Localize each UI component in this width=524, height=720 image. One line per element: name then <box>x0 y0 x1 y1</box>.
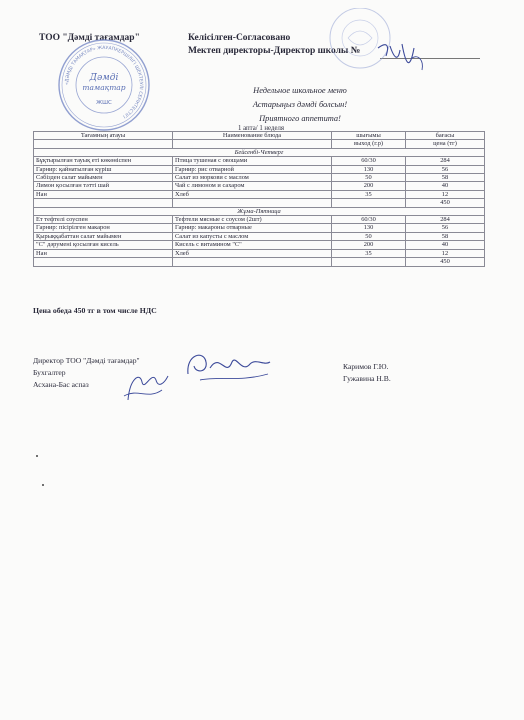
stamp-center-line1: Дәмді <box>89 73 119 83</box>
dish-price: 12 <box>406 249 485 257</box>
company-stamp <box>56 37 152 133</box>
day-label: Жұма-Пятница <box>34 207 485 215</box>
stamp-ring-text: «ДӘМДІ ТАМАҚТАР» ЖАУАПКЕРШІЛІГІ ШЕКТЕУЛІ СЕРІКТЕСТІГІ <box>64 45 144 119</box>
week-label: 1 апта/ 1 неделя <box>238 125 284 132</box>
header-price-top: бағасы <box>406 132 485 140</box>
dish-price: 284 <box>406 157 485 165</box>
dish-kz: Қырыққабаттан салат майымен <box>34 232 173 240</box>
header-name-kz: Тағамның атауы <box>34 132 173 140</box>
dish-ru: Тефтели мясные с соусом (2шт) <box>173 216 332 224</box>
header-yield-bottom: выход (г.р) <box>332 140 406 148</box>
dish-kz: Гарнир: қайнатылған күріш <box>34 165 173 173</box>
director-line: Мектеп директоры-Директор школы № <box>188 46 361 56</box>
dish-kz: Лимон қосылған тәтті шай <box>34 182 173 190</box>
dish-yield: 130 <box>332 224 406 232</box>
dish-price: 40 <box>406 182 485 190</box>
menu-table <box>33 131 485 267</box>
table-header-row <box>34 132 485 140</box>
organization-name: ТОО "Дәмді тағамдар" <box>39 33 140 43</box>
dish-ru: Гарнир: рис отварной <box>173 165 332 173</box>
total-row <box>34 199 485 207</box>
table-row <box>34 224 485 232</box>
director-signature <box>372 40 432 76</box>
name-right-1: Каримов Г.Ю. <box>343 362 389 371</box>
dish-ru: Птица тушеная с овощами <box>173 157 332 165</box>
approval-title: Келісілген-Согласовано <box>188 33 291 43</box>
stamp-bottom-text: ЖШС <box>96 100 112 106</box>
greeting-kz: Астарыңыз дәмді болсын! <box>252 100 348 109</box>
day-header-row <box>34 148 485 156</box>
dish-price: 40 <box>406 241 485 249</box>
dish-price: 56 <box>406 224 485 232</box>
table-row <box>34 165 485 173</box>
scan-dot <box>36 455 38 457</box>
stamp-center-line2: тамақтар <box>82 83 126 92</box>
dish-kz: Нан <box>34 190 173 198</box>
dish-ru: Кисель с витамином "С" <box>173 241 332 249</box>
table-row <box>34 182 485 190</box>
dish-price: 56 <box>406 165 485 173</box>
handwritten-signature-2 <box>118 360 178 410</box>
table-row <box>34 241 485 249</box>
header-price-bottom: цена (тг) <box>406 140 485 148</box>
day-label: Бейсенбі-Четверг <box>34 148 485 156</box>
dish-kz: Гарнир: пісірілген макарон <box>34 224 173 232</box>
dish-yield: 60/30 <box>332 216 406 224</box>
table-row <box>34 216 485 224</box>
total-row <box>34 258 485 266</box>
table-row <box>34 232 485 240</box>
dish-kz: "С" дәрумені қосылған кисель <box>34 241 173 249</box>
dish-ru: Чай с лимоном и сахаром <box>173 182 332 190</box>
dish-kz: Нан <box>34 249 173 257</box>
dish-yield: 50 <box>332 232 406 240</box>
dish-ru: Хлеб <box>173 249 332 257</box>
dish-ru: Салат из моркови с маслом <box>173 174 332 182</box>
dish-yield: 35 <box>332 249 406 257</box>
dish-yield: 60/30 <box>332 157 406 165</box>
dish-price: 58 <box>406 174 485 182</box>
dish-kz: Сәбізден салат майымен <box>34 174 173 182</box>
dish-ru: Гарнир: макароны отварные <box>173 224 332 232</box>
table-row <box>34 174 485 182</box>
table-header-row-2 <box>34 140 485 148</box>
table-row <box>34 249 485 257</box>
dish-price: 58 <box>406 232 485 240</box>
signature-accountant: Бухгалтер <box>33 368 66 377</box>
dish-ru: Салат из капусты с маслом <box>173 232 332 240</box>
signature-chef: Асхана-Бас аспаз <box>33 380 89 389</box>
greeting-ru: Приятного аппетита! <box>259 114 341 123</box>
scan-dot <box>42 484 44 486</box>
dish-price: 284 <box>406 216 485 224</box>
day-header-row <box>34 207 485 215</box>
dish-ru: Хлеб <box>173 190 332 198</box>
dish-kz: Бұқтырылған тауық еті көкөніспен <box>34 157 173 165</box>
dish-yield: 35 <box>332 190 406 198</box>
day-total: 450 <box>406 199 485 207</box>
header-name-ru: Наименование блюда <box>173 132 332 140</box>
dish-price: 12 <box>406 190 485 198</box>
price-note: Цена обеда 450 тг в том числе НДС <box>33 306 157 315</box>
table-row <box>34 190 485 198</box>
table-row <box>34 157 485 165</box>
dish-yield: 200 <box>332 182 406 190</box>
dish-yield: 200 <box>332 241 406 249</box>
handwritten-signature-1 <box>180 344 280 389</box>
dish-yield: 130 <box>332 165 406 173</box>
dish-kz: Ет тефтелі соуспен <box>34 216 173 224</box>
menu-title: Недельное школьное меню <box>253 86 347 95</box>
day-total: 450 <box>406 258 485 266</box>
header-yield-top: шығымы <box>332 132 406 140</box>
signature-director: Директор ТОО "Дәмді тағамдар" <box>33 356 140 365</box>
dish-yield: 50 <box>332 174 406 182</box>
name-right-2: Гужавина Н.В. <box>343 374 391 383</box>
